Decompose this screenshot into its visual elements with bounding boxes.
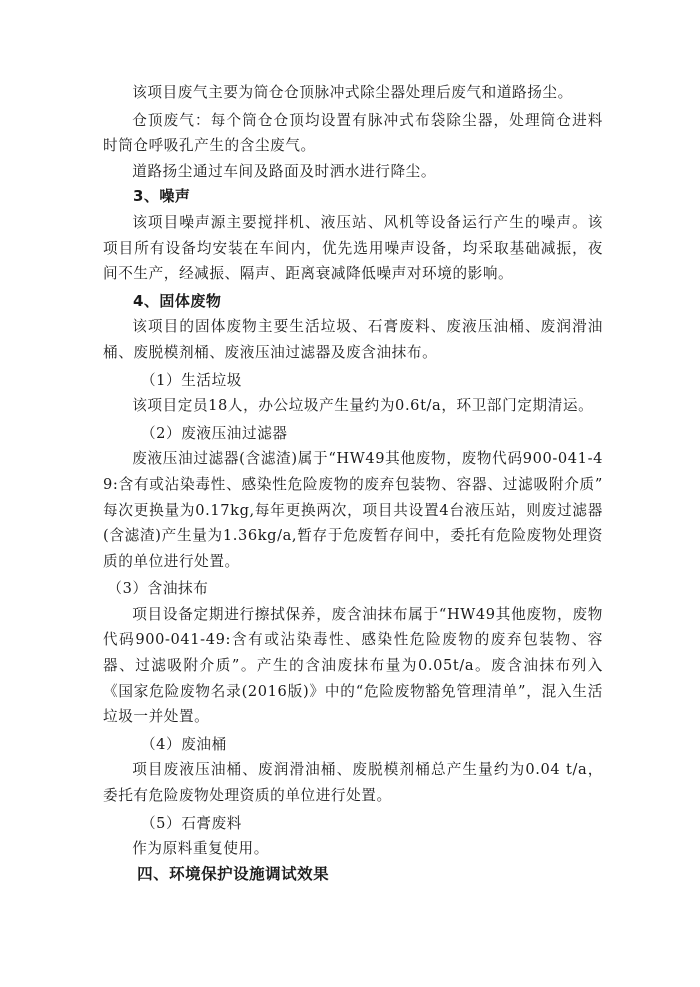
paragraph-oil-drums: 项目废液压油桶、废润滑油桶、废脱模剂桶总产生量约为0.04 t/a，委托有危险废物处理资质的单位进行处置。 — [103, 761, 603, 805]
heading-section-four: 四、环境保护设施调试效果 — [137, 864, 330, 883]
subheading-oil-drums: （4）废油桶 — [140, 735, 227, 753]
paragraph-noise: 该项目噪声源主要搅拌机、液压站、风机等设备运行产生的噪声。该项目所有设备均安装在车间内，优先选用噪声设备，均采取基础减振，夜间不生产，经减振、隔声、距离衰减降低噪声对环境的影响。 — [103, 213, 603, 283]
heading-solid-waste: 4、固体废物 — [133, 291, 222, 310]
paragraph-road-dust: 道路扬尘通过车间及路面及时洒水进行降尘。 — [132, 162, 437, 180]
heading-noise: 3、噪声 — [133, 187, 191, 206]
subheading-domestic-waste: （1）生活垃圾 — [140, 371, 243, 389]
paragraph-solid-waste-summary: 该项目的固体废物主要生活垃圾、石膏废料、废液压油桶、废润滑油桶、废脱模剂桶、废液压油过滤器及废含油抹布。 — [103, 318, 603, 361]
subheading-oil-filter: （2）废液压油过滤器 — [140, 424, 288, 442]
paragraph-domestic-waste: 该项目定员18人，办公垃圾产生量约为0.6t/a，环卫部门定期清运。 — [132, 397, 594, 415]
paragraph-gypsum-waste: 作为原料重复使用。 — [132, 840, 269, 858]
subheading-gypsum-waste: （5）石膏废料 — [140, 814, 243, 832]
paragraph-exhaust-gas: 该项目废气主要为筒仓仓顶脉冲式除尘器处理后废气和道路扬尘。 — [132, 84, 573, 101]
document-body — [103, 80, 603, 887]
subheading-oily-rags: （3）含油抹布 — [107, 580, 209, 598]
paragraph-oily-rags: 项目设备定期进行擦拭保养，废含油抹布属于“HW49其他废物，废物代码900-041-49:含有或沾染毒性、感染性危险废物的废弃包装物、容器、过滤吸附介质”。产生的含油废抹布量为0.05t/a。废含油抹布列入《国家危险废物名录(2016版)》中的“危险废物豁免管理清单”，混入生活垃圾一并处置。 — [103, 605, 603, 726]
paragraph-silo-exhaust: 仓顶废气：每个筒仓仓顶均设置有脉冲式布袋除尘器，处理筒仓进料时筒仓呼吸孔产生的含尘废气。 — [103, 111, 603, 155]
paragraph-oil-filter: 废液压油过滤器(含滤渣)属于“HW49其他废物，废物代码900-041-49:含有或沾染毒性、感染性危险废物的废弃包装物、容器、过滤吸附介质” 每次更换量为0.17kg,每年更换两次，项目共设置4台液压站，则废过滤器(含滤渣)产生量为1.36kg/a,暂存于危废暂存间中，委托有危险废物处理资质的单位进行处置。 — [103, 450, 603, 570]
